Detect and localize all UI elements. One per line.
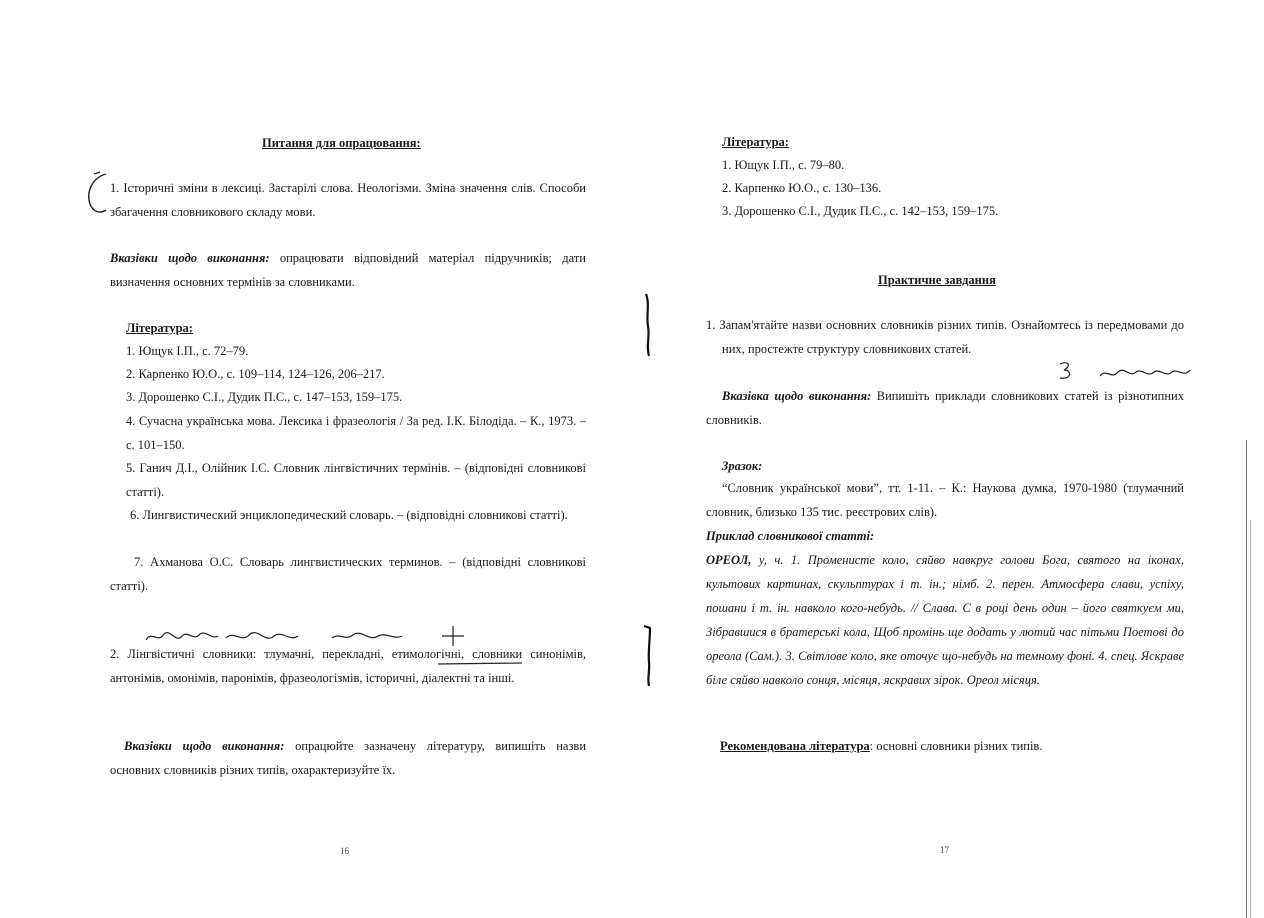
binding-mark-upper	[640, 292, 656, 358]
lit-item-1: 1. Ющук І.П., с. 72–79.	[126, 344, 249, 358]
left-page	[96, 0, 596, 918]
task-1: 1. Запам'ятайте назви основних словників різних типів. Ознайомтесь із передмовами до них, простежте структуру словникових статей.	[706, 318, 1184, 356]
instruction-1-label: Вказівки щодо виконання:	[110, 251, 270, 265]
instruction-1-text: опрацювати відповідний матеріал підручників; дати визначення основних термінів за словниками.	[110, 251, 586, 289]
literature-heading-right: Література:	[722, 135, 789, 149]
instruction-2	[110, 734, 586, 782]
lit-item-4: 4. Сучасна українська мова. Лексика і фразеологія / За ред. І.К. Білодіда. – К., 1973. – с. 101–150.	[126, 414, 586, 452]
entry-body: у, ч. 1. Променисте коло, сяйво навкруг голови Бога, святого на іконах, культових картинах, скульптурах і т. ін.; німб. 2. перен. Атмосфера слави, успіху, пошани і т. ін. навколо кого-небудь. // Слава. С в році день один – його святкуєм ми, Зібравшися в братерські кола, Щоб промінь ще додать у лютий час пітьми Поетові до ореола (Сам.). 3. Світлове коло, яке оточує що-небудь на темному фоні. 4. спец. Яскраве біле сяйво навколо сонця, місяця, яскравих зірок. Ореол місяця.	[706, 553, 1184, 687]
handwritten-note	[1056, 358, 1196, 384]
lit-item-5: 5. Ганич Д.І., Олійник І.С. Словник лінгвістичних термінів. – (відповідні словникові статті).	[126, 461, 586, 499]
example-label: Приклад словникової статті:	[706, 529, 875, 543]
lit-item-6: 6. Лингвистический энциклопедический словарь. – (відповідні словникові статті).	[130, 508, 568, 522]
instruction-2-label: Вказівки щодо виконання:	[124, 739, 285, 753]
scan-edge-line-2	[1250, 520, 1251, 918]
handwritten-underline	[436, 660, 526, 668]
practical-instruction-label: Вказівка щодо виконання:	[722, 389, 872, 403]
literature-heading-left: Література:	[126, 321, 193, 335]
right-page	[700, 0, 1200, 918]
entry-headword: ОРЕОЛ,	[706, 553, 752, 567]
lit-item-2: 2. Карпенко Ю.О., с. 109–114, 124–126, 206–217.	[126, 367, 385, 381]
recommended-literature	[720, 740, 1042, 753]
binding-mark-lower	[640, 622, 656, 688]
practical-instruction-text: Випишіть приклади словникових статей із різнотипних словників.	[706, 389, 1184, 427]
instruction-2-text: опрацюйте зазначену літературу, випишіть назви основних словників різних типів, охарактеризуйте їх.	[110, 739, 587, 777]
scan-edge-line	[1246, 440, 1247, 918]
page-number-left: 16	[340, 846, 349, 856]
recommended-text: : основні словники різних типів.	[869, 739, 1043, 753]
right-lit-item-1: 1. Ющук І.П., с. 79–80.	[722, 158, 845, 172]
question-1: 1. Історичні зміни в лексиці. Застарілі слова. Неологізми. Зміна значення слів. Способи збагачення словникового складу мови.	[110, 181, 586, 219]
lit-item-3: 3. Дорошенко С.І., Дудик П.С., с. 147–153, 159–175.	[126, 390, 403, 404]
recommended-label: Рекомендована література	[720, 739, 870, 753]
instruction-1	[110, 246, 586, 294]
questions-heading: Питання для опрацювання:	[262, 136, 421, 150]
right-lit-item-3: 3. Дорошенко С.І., Дудик П.С., с. 142–153, 159–175.	[722, 204, 999, 218]
lit-item-7: 7. Ахманова О.С. Словарь лингвистических терминов. – (відповідні словникові статті).	[110, 555, 586, 593]
question-2: 2. Лінгвістичні словники: тлумачні, перекладні, етимологічні, словники синонімів, антонімів, омонімів, паронімів, фразеологізмів, історичні, діалектні та інші.	[110, 647, 586, 685]
practical-task-heading: Практичне завдання	[878, 273, 996, 287]
page-number-right: 17	[940, 845, 949, 855]
sample-label: Зразок:	[722, 459, 763, 473]
practical-instruction	[706, 384, 1184, 432]
sample-text: “Словник української мови”, тт. 1-11. – К.: Наукова думка, 1970-1980 (тлумачний словник, близько 135 тис. реєстрових слів).	[706, 481, 1184, 519]
right-lit-item-2: 2. Карпенко Ю.О., с. 130–136.	[722, 181, 882, 195]
dictionary-entry	[706, 548, 1184, 692]
